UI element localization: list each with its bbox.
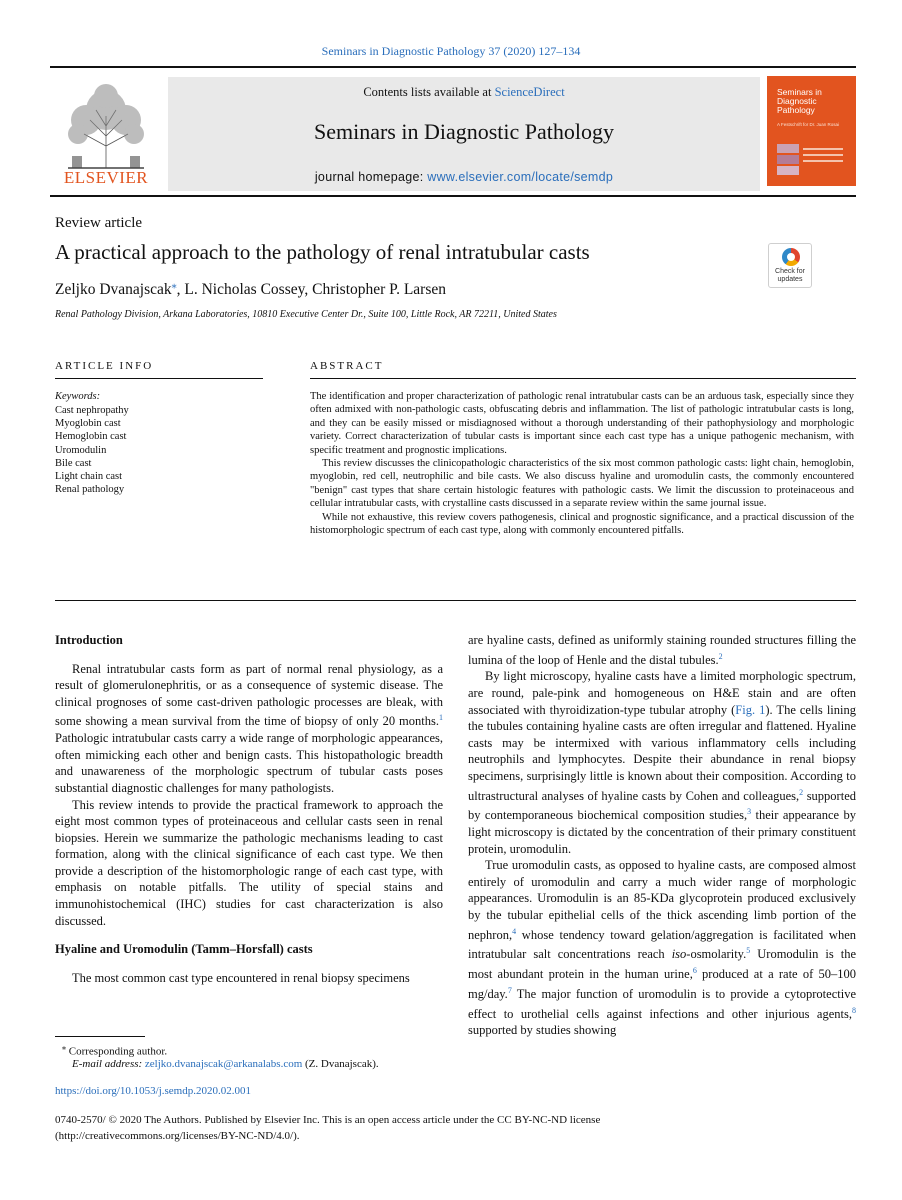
keyword: Uromodulin — [55, 444, 107, 456]
keyword: Hemoglobin cast — [55, 431, 127, 443]
article-info-heading: ARTICLE INFO — [55, 360, 154, 372]
journal-title: Seminars in Diagnostic Pathology — [313, 119, 615, 144]
badge-label: Check for updates — [775, 268, 805, 283]
abstract-rule — [310, 378, 856, 379]
contents-line — [168, 85, 760, 100]
abstract-body — [310, 390, 854, 537]
keyword: Cast nephropathy — [55, 405, 129, 416]
reference-link[interactable]: 2 — [799, 787, 804, 797]
header-top-rule — [50, 66, 856, 68]
email-note: E-mail address: zeljko.dvanajscak@arkanalabs.com (Z. Dvanajscak). — [72, 1058, 379, 1070]
body-paragraph: By light microscopy, hyaline casts have a limited morphologic spectrum, are round, pale-pink and homogeneous on H&E stain and are often associated with thyroidization-type tubular atrophy (Fig. 1). The cells lining the tubules containing hyaline casts are often irregular and flattened. Hyaline casts may be intermixed with various inflammatory cells including neutrophils and lymphocytes. Despite their abundance in renal biopsy specimens, surprisingly little is known about their composition. According to ultrastructural analyses of hyaline casts by Cohen and colleagues,$^2$ supported by contemporaneous biochemical composition studies,$^3$ their appearance by light microscopy is dictated by the concentration of their primary constituent protein, uromodulin. — [468, 669, 856, 856]
header-bottom-rule — [50, 195, 856, 197]
keywords-list — [55, 404, 129, 496]
footnote-rule — [55, 1036, 145, 1037]
doi-link[interactable]: https://doi.org/10.1053/j.semdp.2020.02.001 — [55, 1085, 251, 1097]
reference-link[interactable]: 7 — [507, 985, 512, 995]
author-others[interactable]: L. Nicholas Cossey, Christopher P. Larsen — [184, 281, 446, 299]
abstract-heading: ABSTRACT — [310, 360, 384, 372]
reference-link[interactable]: 8 — [852, 1005, 856, 1015]
cover-subtitle: A Festschrift for Dr. Juan Rosai — [777, 122, 840, 127]
reference-link[interactable]: 3 — [747, 807, 752, 817]
reference-link[interactable]: 6 — [692, 966, 697, 976]
abstract-bottom-rule — [55, 600, 856, 601]
journal-citation[interactable]: Seminars in Diagnostic Pathology 37 (2020) 127–134 — [321, 44, 581, 58]
body-paragraph: Renal intratubular casts form as part of normal renal physiology, as a result of glomerulonephritis, or as a consequence of systemic disease. The clinical prognoses of some cast-driven pathologic processes are bleak, with some showing a mean survival from the time of biopsy of only 20 months.$^1$ Pathologic intratubular casts carry a wide range of morphologic appearances, often mimicking each other and benign casts. This histopathologic breadth and unawareness of the morphologic spectrum of tubular casts poses substantial diagnostic challenges for many pathologists. — [55, 661, 443, 795]
crossmark-icon — [782, 248, 800, 266]
cover-decor-lines — [803, 148, 843, 166]
cover-thumbnails — [777, 144, 799, 177]
homepage-line — [168, 170, 760, 184]
homepage-link[interactable]: www.elsevier.com/locate/semdp — [427, 170, 614, 184]
figure-link[interactable]: Fig. 1 — [735, 702, 766, 717]
sciencedirect-link[interactable]: ScienceDirect — [494, 85, 565, 99]
keyword: Myoglobin cast — [55, 418, 121, 430]
corresponding-author-mark[interactable]: ⁎ — [171, 280, 177, 291]
journal-header-box — [168, 77, 760, 191]
author-list: Zeljko Dvanajscak⁎, L. Nicholas Cossey, Christopher P. Larsen — [55, 280, 446, 299]
author-first[interactable]: Zeljko Dvanajscak — [55, 281, 172, 299]
abstract-paragraph: The identification and proper characterization of pathologic renal intratubular casts can be an arduous task, especially since they often admixed with non-pathologic casts, obfuscating debris and inflammation. The list of pathologic intratubular casts is long, and they can be easily missed or misdiagnosed without a thorough understanding of their pathophysiology and morphologic variety. Correct characterization of tubular casts is important since each cast type has a unique pathogenic mechanism, with specific treatment and prognostic implications. — [310, 391, 854, 456]
body-paragraph: The most common cast type encountered in renal biopsy specimens — [72, 970, 410, 985]
cover-title: Seminars in Diagnostic Pathology — [777, 87, 822, 115]
elsevier-logo[interactable] — [50, 76, 162, 190]
keyword: Light chain cast — [55, 471, 123, 483]
article-info-rule — [55, 378, 263, 379]
elsevier-wordmark: ELSEVIER — [63, 168, 149, 187]
article-type: Review article — [55, 215, 143, 231]
check-for-updates-badge[interactable] — [768, 243, 812, 288]
article-title: A practical approach to the pathology of renal intratubular casts — [55, 240, 590, 264]
contents-prefix: Contents lists available at — [363, 85, 495, 99]
reference-link[interactable]: 4 — [512, 926, 517, 936]
journal-cover[interactable] — [767, 76, 856, 186]
reference-link[interactable]: 5 — [746, 946, 751, 956]
body-paragraph: True uromodulin casts, as opposed to hyaline casts, are composed almost entirely of uromodulin and carry a much wider range of morphologic appearances. Uromodulin is an 85-KDa glycoprotein produced exclusively by the tubular epithelial cells of the thick ascending limb portion of the nephron,$^4$ whose tendency toward gelation/aggregation is facilitated when intratubular salt concentrations reach iso-osmolarity.$^5$ Uromodulin is the most abundant protein in the human urine,$^6$ produced at a rate of 50–100 mg/day.$^7$ The major function of uromodulin is to provide a cytoprotective effect to urothelial cells against infections and other injurious agents,$^8$ supported by studies showing — [468, 858, 856, 1038]
license-link[interactable]: (http://creativecommons.org/licenses/BY-NC-ND/4.0/). — [55, 1130, 300, 1142]
corresponding-note: ⁎ Corresponding author. — [62, 1043, 168, 1058]
abstract-paragraph: This review discusses the clinicopathologic characteristics of the six most common pathologic casts: light chain, hemoglobin, myoglobin, red cell, neutrophilic and bile casts. We also discuss hyaline and uromodulin casts, the commonly encountered "benign" cast types that share certain histologic features with pathologic casts. We limit the discussion to proteinaceous and cellular intratubular casts, with crystalline casts discussed in a separate review within the same journal issue. — [310, 458, 854, 510]
homepage-prefix: journal homepage: — [314, 170, 428, 184]
body-left-column — [55, 632, 443, 986]
section-heading-introduction: Introduction — [55, 633, 123, 647]
body-paragraph: are hyaline casts, defined as uniformly staining rounded structures filling the lumina of the loop of Henle and the distal tubules.$^2$ — [468, 633, 856, 667]
license-text: 0740-2570/ © 2020 The Authors. Published by Elsevier Inc. This is an open access article under the CC BY-NC-ND license (http://creativecommons.org/licenses/BY-NC-ND/4.0/). — [55, 1112, 675, 1144]
keywords-label: Keywords: — [55, 391, 101, 402]
section-heading-hyaline: Hyaline and Uromodulin (Tamm–Horsfall) casts — [55, 942, 313, 957]
affiliation: Renal Pathology Division, Arkana Laboratories, 10810 Executive Center Dr., Suite 100, Little Rock, AR 72211, United States — [55, 309, 557, 320]
reference-link[interactable]: 1 — [439, 713, 443, 723]
body-paragraph: This review intends to provide the practical framework to approach the eight most common types of proteinaceous and cellular casts seen in renal biopsies. Herein we summarize the pathologic mechanisms leading to cast formation, along with the clinical significance of each cast type. We then provide a description of the histomorphologic range of each cast type, with emphasis on notable pitfalls. The utility of special stains and immunohistochemical (IHC) studies for cast characterization is also discussed. — [55, 797, 443, 928]
keyword: Bile cast — [55, 457, 92, 469]
abstract-paragraph: While not exhaustive, this review covers pathogenesis, clinical and prognostic significance, and a practical discussion of the histomorphologic spectrum of each cast type, along with commonly encountered pitfalls. — [310, 511, 854, 537]
email-link[interactable]: zeljko.dvanajscak@arkanalabs.com — [144, 1058, 303, 1070]
body-right-column — [468, 632, 856, 1039]
reference-link[interactable]: 2 — [718, 651, 723, 661]
keyword: Renal pathology — [55, 484, 125, 496]
